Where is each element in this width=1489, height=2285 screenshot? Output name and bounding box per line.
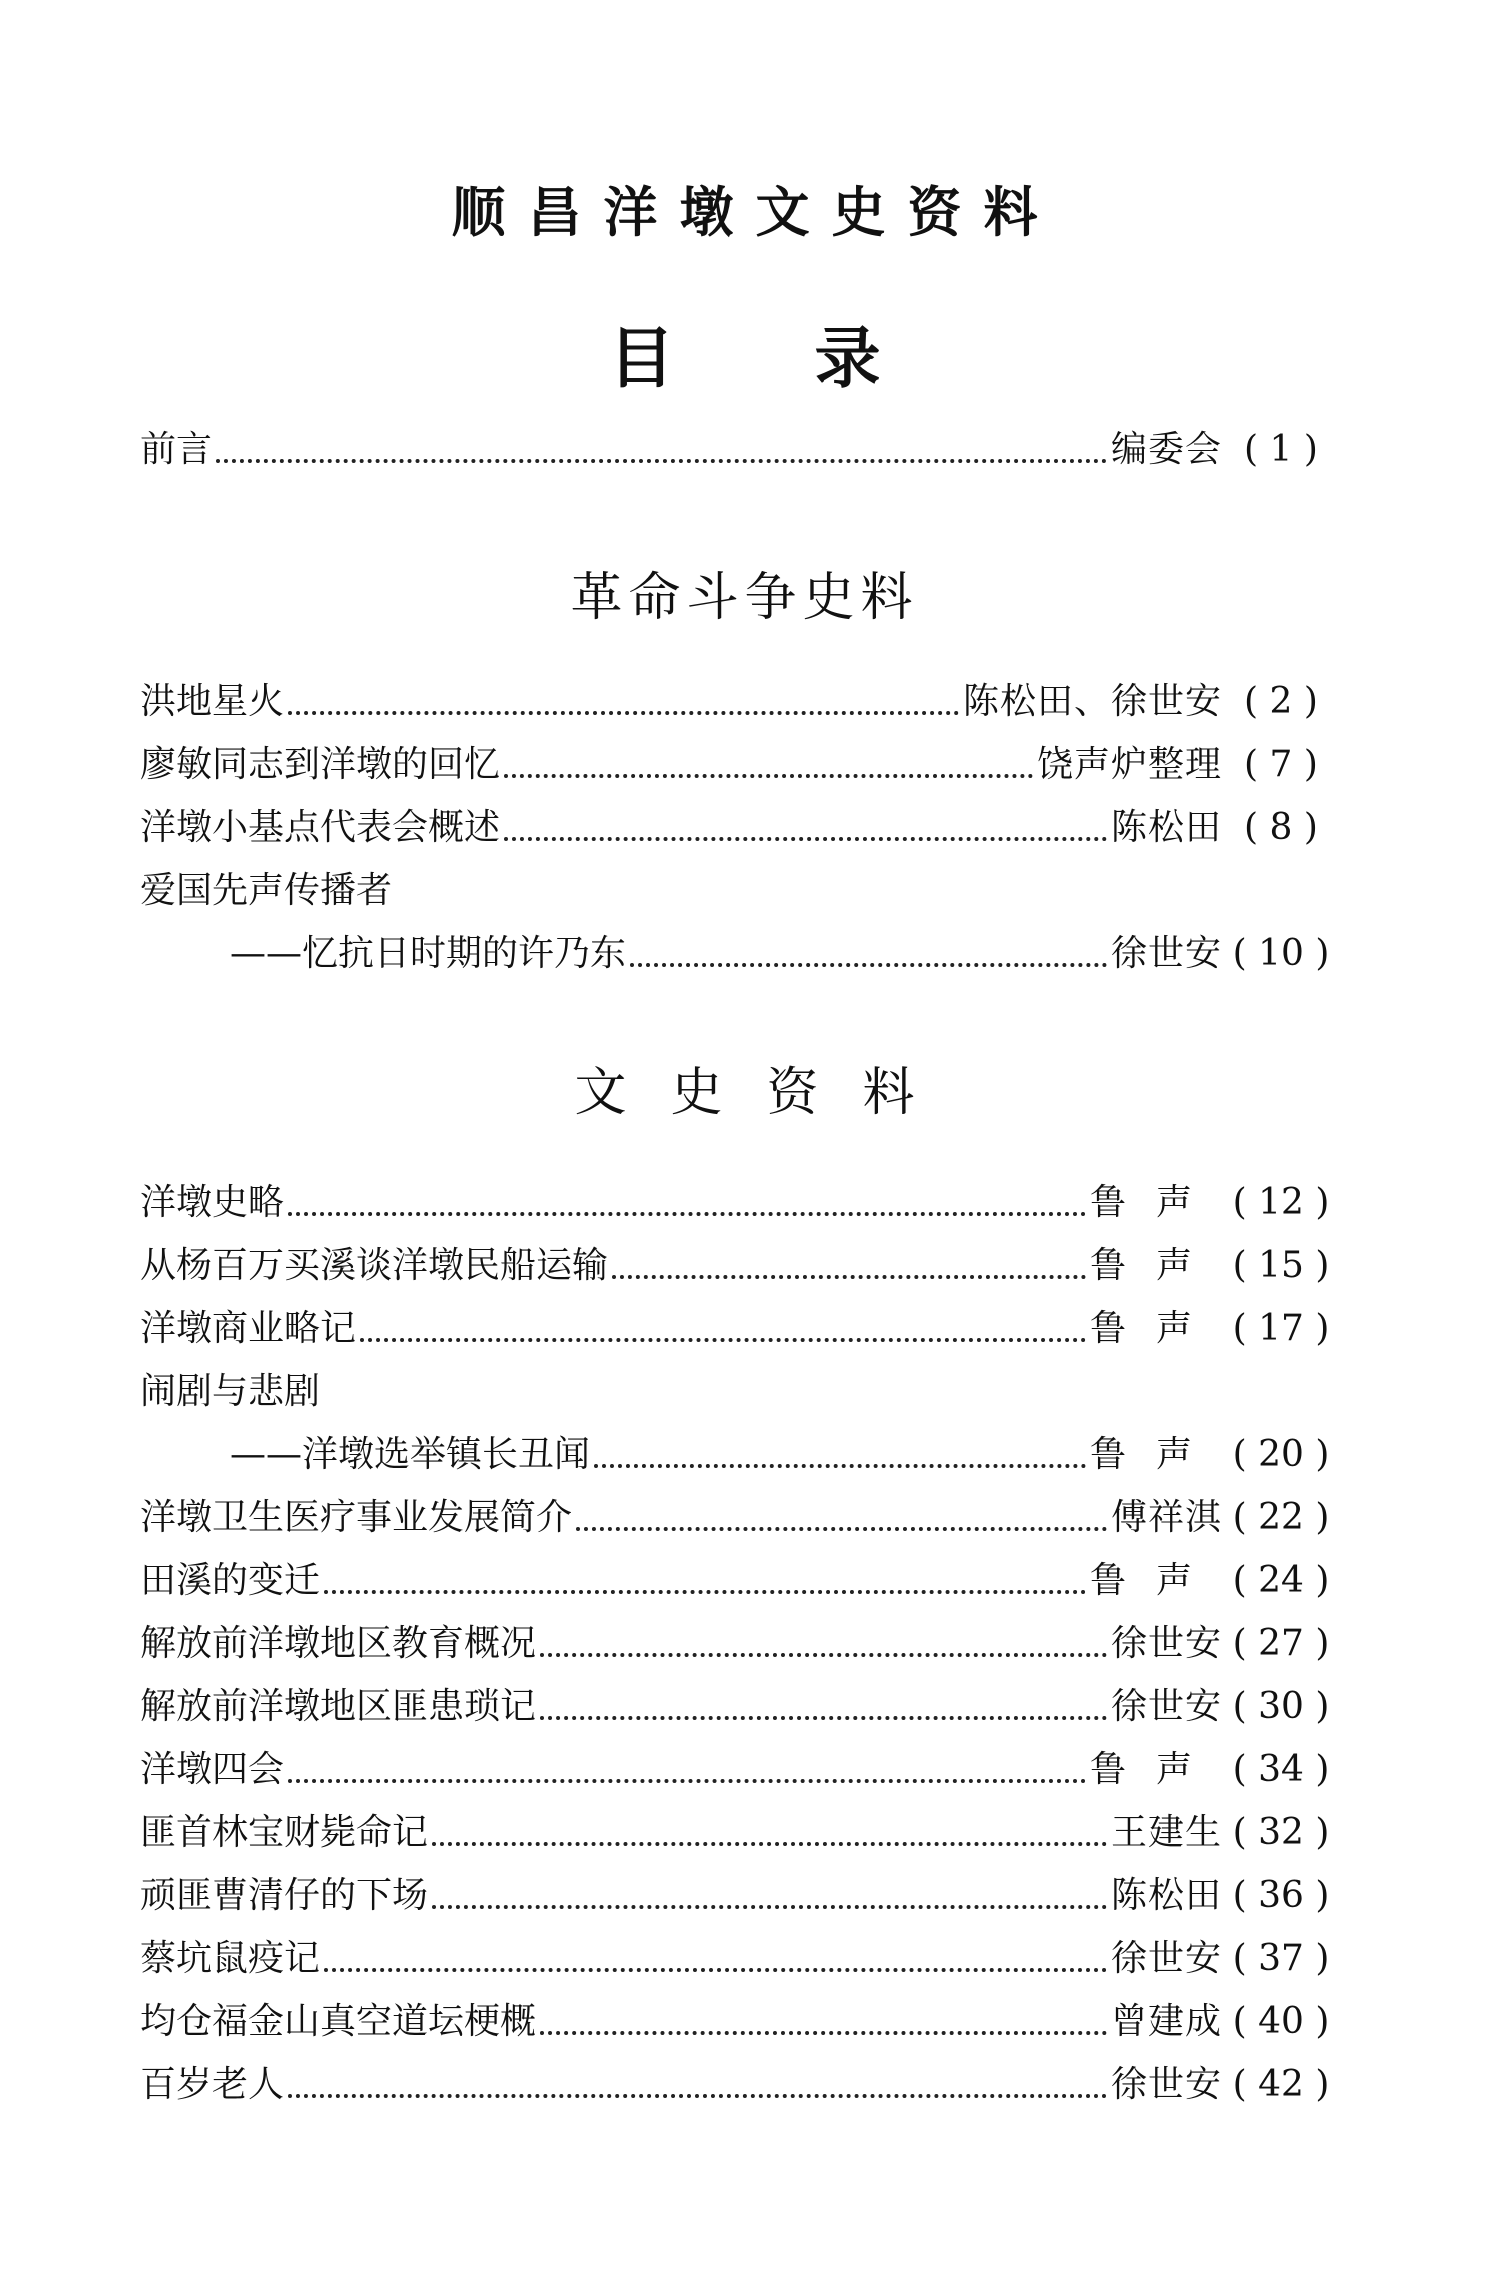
toc-entry-page: ( 37 ) — [1232, 1938, 1330, 1979]
dot-leader — [612, 1275, 1086, 1279]
toc-entry-title: 洋墩四会 — [140, 1749, 285, 1790]
toc-entry-author: 徐世安 — [1110, 933, 1222, 974]
toc-entry — [140, 1304, 1340, 1354]
toc-entry-title: 从杨百万买溪谈洋墩民船运输 — [140, 1245, 609, 1286]
toc-entry — [140, 1619, 1340, 1669]
toc-entry-page: ( 42 ) — [1232, 2064, 1330, 2105]
toc-entry-page: ( 20 ) — [1232, 1434, 1330, 1475]
toc-entry-author: 傅祥淇 — [1110, 1497, 1222, 1538]
dot-leader — [504, 774, 1033, 778]
toc-entry-title: 洋墩史略 — [140, 1182, 285, 1223]
toc-entry-page: ( 34 ) — [1232, 1749, 1330, 1790]
toc-entry-page: ( 40 ) — [1232, 2001, 1330, 2042]
toc-entry-author: 鲁声 — [1089, 1182, 1222, 1223]
toc-entry-page: ( 32 ) — [1232, 1812, 1330, 1853]
toc-entry — [140, 1808, 1340, 1858]
toc-entry-page: ( 36 ) — [1232, 1875, 1330, 1916]
toc-entry-author: 陈松田、徐世安 — [962, 681, 1222, 722]
toc-entry-page: ( 7 ) — [1244, 744, 1318, 785]
toc-entry — [140, 1871, 1340, 1921]
dot-leader — [432, 1905, 1107, 1909]
toc-entry-author: 王建生 — [1110, 1812, 1222, 1853]
toc-entry-author: 曾建成 — [1110, 2001, 1222, 2042]
toc-entry-title: 百岁老人 — [140, 2064, 285, 2105]
toc-entry-title: 洋墩商业略记 — [140, 1308, 357, 1349]
toc-entry-author: 鲁声 — [1089, 1560, 1222, 1601]
toc-entry-page: ( 1 ) — [1244, 429, 1318, 470]
toc-entry-author: 陈松田 — [1110, 807, 1222, 848]
toc-entry-author: 徐世安 — [1110, 2064, 1222, 2105]
toc-entry — [140, 866, 1340, 916]
toc-entry — [140, 1178, 1340, 1228]
dot-leader — [324, 1590, 1086, 1594]
toc-entry-title: 匪首林宝财毙命记 — [140, 1812, 429, 1853]
toc-entry-page: ( 15 ) — [1232, 1245, 1330, 1286]
toc-entry-title: 洋墩小基点代表会概述 — [140, 807, 501, 848]
dot-leader — [504, 837, 1107, 841]
toc-entry-author: 鲁声 — [1089, 1749, 1222, 1790]
section-heading-revolution: 革命斗争史料 — [570, 568, 919, 628]
toc-entry — [140, 1682, 1340, 1732]
toc-entry-title: ——忆抗日时期的许乃东 — [230, 933, 627, 974]
toc-entry-title: 解放前洋墩地区教育概况 — [140, 1623, 537, 1664]
toc-entry-subtitle — [230, 1430, 1340, 1480]
toc-entry-subtitle — [230, 929, 1340, 979]
dot-leader — [324, 1968, 1107, 1972]
dot-leader — [288, 2094, 1107, 2098]
toc-entry — [140, 677, 1340, 727]
series-title: 顺昌洋墩文史资料 — [451, 180, 1060, 244]
toc-entry-page: ( 8 ) — [1244, 807, 1318, 848]
toc-entry-title: 前言 — [140, 429, 213, 470]
toc-entry-page: ( 24 ) — [1232, 1560, 1330, 1601]
dot-leader — [432, 1842, 1107, 1846]
toc-entry — [140, 1241, 1340, 1291]
toc-entry — [140, 1934, 1340, 1984]
dot-leader — [540, 1653, 1107, 1657]
toc-entry-title: 闹剧与悲剧 — [140, 1371, 321, 1412]
toc-entry-title: 洪地星火 — [140, 681, 285, 722]
dot-leader — [594, 1464, 1086, 1468]
toc-entry — [140, 1745, 1340, 1795]
toc-entry — [140, 1367, 1340, 1417]
dot-leader — [360, 1338, 1086, 1342]
toc-entry-author: 鲁声 — [1089, 1245, 1222, 1286]
toc-entry-author: 徐世安 — [1110, 1623, 1222, 1664]
toc-entry — [140, 2060, 1340, 2110]
toc-entry-title: ——洋墩选举镇长丑闻 — [230, 1434, 591, 1475]
section-heading-history: 文史资料 — [574, 1063, 959, 1123]
dot-leader — [216, 459, 1107, 463]
dot-leader — [630, 963, 1107, 967]
toc-entry-author: 徐世安 — [1110, 1686, 1222, 1727]
toc-entry-title: 爱国先声传播者 — [140, 870, 393, 911]
toc-entry — [140, 1556, 1340, 1606]
toc-entry-title: 洋墩卫生医疗事业发展简介 — [140, 1497, 573, 1538]
toc-entry-title: 顽匪曹清仔的下场 — [140, 1875, 429, 1916]
toc-entry-author: 陈松田 — [1110, 1875, 1222, 1916]
toc-entry-author: 徐世安 — [1110, 1938, 1222, 1979]
toc-entry-page: ( 30 ) — [1232, 1686, 1330, 1727]
toc-entry-page: ( 2 ) — [1244, 681, 1318, 722]
toc-entry-page: ( 22 ) — [1232, 1497, 1330, 1538]
toc-entry — [140, 1997, 1340, 2047]
toc-entry-page: ( 12 ) — [1232, 1182, 1330, 1223]
dot-leader — [288, 711, 959, 715]
toc-title: 目录 — [608, 319, 1021, 397]
toc-entry-title: 均仓福金山真空道坛梗概 — [140, 2001, 537, 2042]
toc-entry-author: 编委会 — [1110, 429, 1222, 470]
toc-entry — [140, 740, 1340, 790]
dot-leader — [288, 1779, 1086, 1783]
dot-leader — [576, 1527, 1107, 1531]
toc-entry-title: 田溪的变迁 — [140, 1560, 321, 1601]
toc-entry-title: 廖敏同志到洋墩的回忆 — [140, 744, 501, 785]
toc-entry-author: 鲁声 — [1089, 1308, 1222, 1349]
toc-entry-preface — [140, 425, 1340, 475]
toc-entry — [140, 803, 1340, 853]
toc-entry-author: 饶声炉整理 — [1036, 744, 1222, 785]
toc-entry-author: 鲁声 — [1089, 1434, 1222, 1475]
toc-entry — [140, 1493, 1340, 1543]
dot-leader — [288, 1212, 1086, 1216]
toc-entry-page: ( 27 ) — [1232, 1623, 1330, 1664]
dot-leader — [540, 1716, 1107, 1720]
toc-entry-title: 蔡坑鼠疫记 — [140, 1938, 321, 1979]
toc-entry-page: ( 17 ) — [1232, 1308, 1330, 1349]
toc-entry-title: 解放前洋墩地区匪患琐记 — [140, 1686, 537, 1727]
dot-leader — [540, 2031, 1107, 2035]
toc-entry-page: ( 10 ) — [1232, 933, 1330, 974]
